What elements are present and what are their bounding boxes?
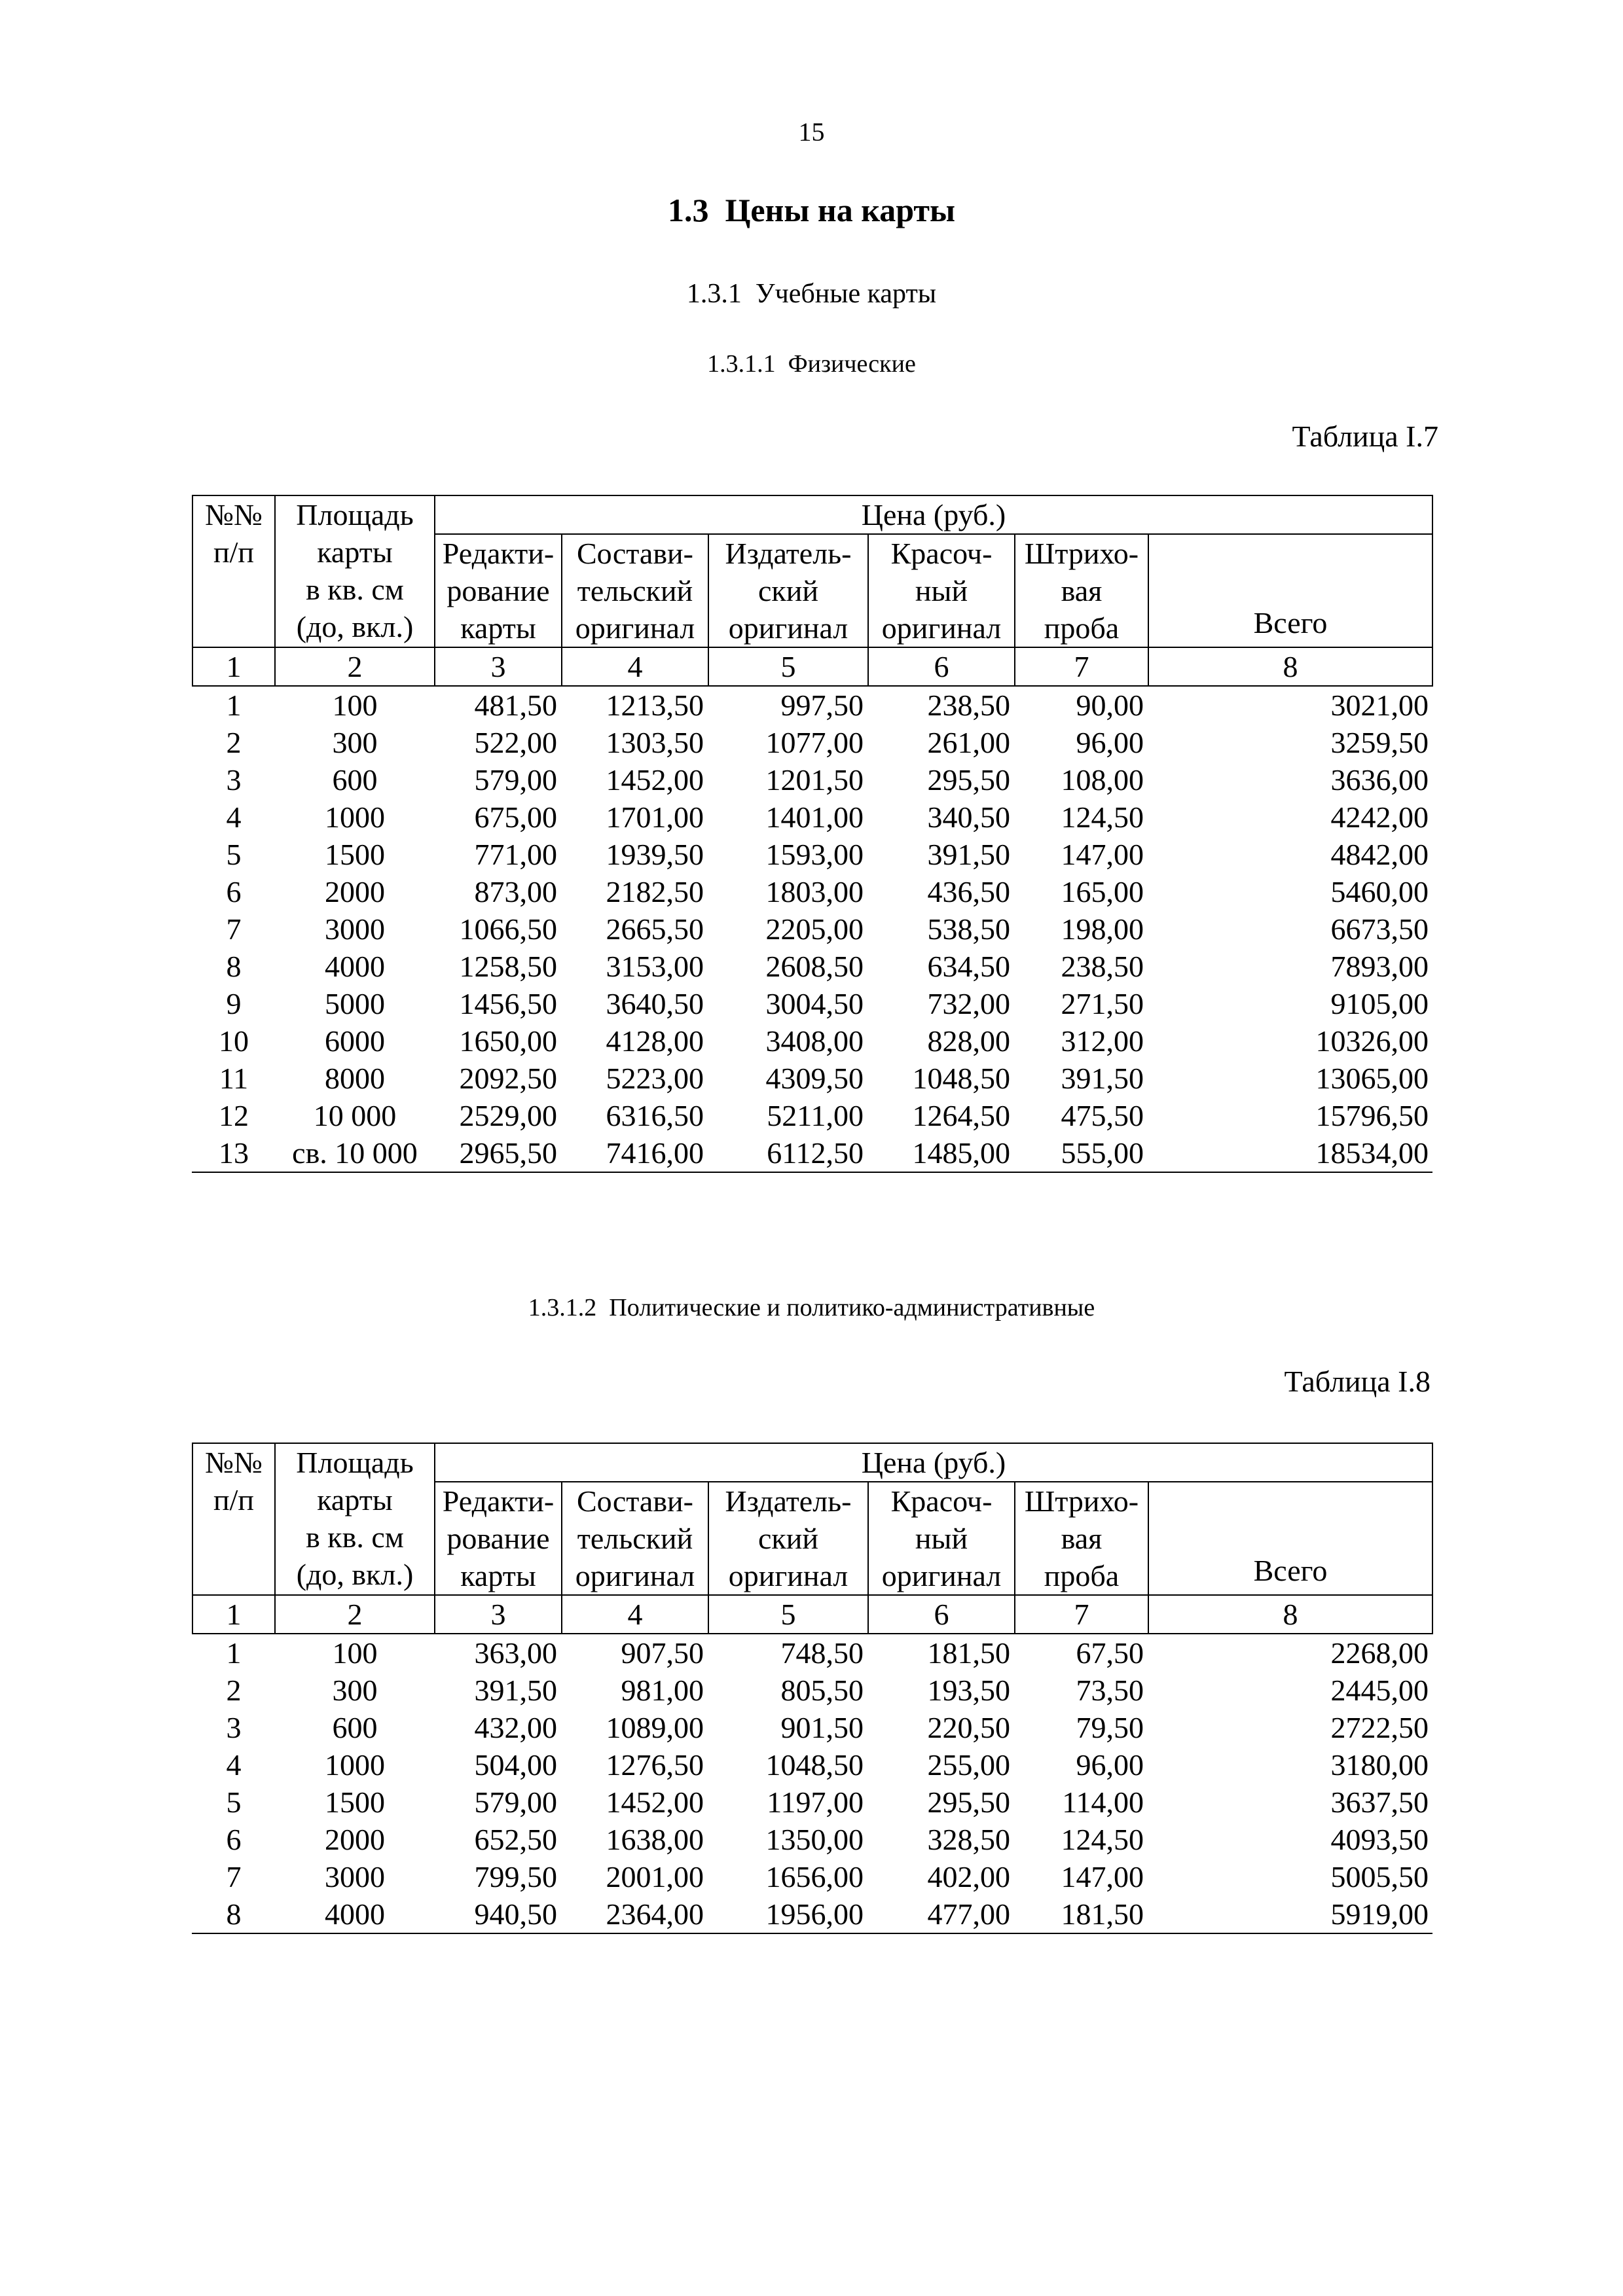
header-line: оригинал	[575, 611, 695, 645]
column-index: 2	[275, 647, 435, 686]
table-cell: 1048,50	[765, 1748, 864, 1782]
header-line: оригинал	[881, 1559, 1002, 1592]
table-cell: 96,00	[1076, 1748, 1144, 1782]
column-index: 5	[708, 1595, 868, 1634]
table-cell: 3259,50	[1330, 726, 1429, 759]
header-line: Красоч-	[890, 537, 993, 570]
table-cell: 748,50	[780, 1636, 864, 1670]
table-row	[192, 1060, 1432, 1097]
col-header-publisher	[708, 1482, 868, 1595]
table-cell: 771,00	[474, 838, 557, 871]
table-cell: 1089,00	[606, 1711, 704, 1744]
table-cell: 579,00	[474, 1785, 557, 1819]
table-cell: 2268,00	[1330, 1636, 1429, 1670]
header-line: карты	[317, 535, 393, 569]
page-number: 15	[798, 117, 825, 147]
header-line: вая	[1061, 1522, 1103, 1555]
table-body	[192, 1634, 1432, 1933]
table-cell: 1197,00	[767, 1785, 864, 1819]
table-row	[192, 761, 1432, 798]
table-cell: 8	[192, 1895, 275, 1933]
column-index: 7	[1015, 1595, 1148, 1634]
table-cell: 391,50	[927, 838, 1010, 871]
header-line: вая	[1061, 574, 1103, 607]
table-cell: 7	[226, 912, 242, 946]
table-cell: 1401,00	[765, 800, 864, 834]
table-row	[192, 724, 1432, 761]
table-cell: 5460,00	[1330, 875, 1429, 908]
table-cell: 5	[226, 1785, 242, 1819]
table-cell: 295,50	[927, 1785, 1010, 1819]
header-line: Площадь	[296, 1446, 414, 1479]
header-line: ный	[915, 1522, 968, 1555]
header-line: рование	[447, 1522, 550, 1555]
table-row	[192, 1821, 1432, 1858]
table-cell: 96,00	[1076, 726, 1144, 759]
table-cell: 220,50	[927, 1711, 1010, 1744]
col-header-area	[275, 1443, 435, 1595]
col-header-publisher	[708, 534, 868, 647]
table-cell: 147,00	[1061, 838, 1144, 871]
col-header-editing	[435, 1482, 562, 1595]
table-cell: 2665,50	[606, 912, 704, 946]
header-line: Площадь	[296, 498, 414, 531]
table-cell: 312,00	[1061, 1024, 1144, 1058]
column-index: 7	[1015, 647, 1148, 686]
table-row	[192, 1895, 1432, 1933]
table-cell: 4	[226, 800, 242, 834]
table-cell: 1350,00	[765, 1823, 864, 1856]
col-header-compiler	[562, 1482, 708, 1595]
table-cell: 9	[226, 987, 242, 1020]
table-cell: 10	[219, 1024, 249, 1058]
table-row	[192, 798, 1432, 836]
table-cell: 271,50	[1061, 987, 1144, 1020]
table-cell: 238,50	[1061, 950, 1144, 983]
table-cell: 6	[226, 1823, 242, 1856]
table-cell: 600	[332, 763, 378, 797]
table-cell: 124,50	[1061, 800, 1144, 834]
table-cell: 901,50	[780, 1711, 864, 1744]
table-cell: 67,50	[1076, 1636, 1144, 1670]
table-cell: 1201,50	[765, 763, 864, 797]
table-cell: 1939,50	[606, 838, 704, 871]
table-cell: 3004,50	[765, 987, 864, 1020]
table-1-label: Таблица I.7	[1292, 420, 1438, 453]
table-cell: 997,50	[780, 689, 864, 722]
table-cell: 1258,50	[459, 950, 557, 983]
column-index: 3	[435, 1595, 562, 1634]
table-cell: 6673,50	[1330, 912, 1429, 946]
table-cell: 2965,50	[435, 1134, 562, 1172]
table-cell: 1	[226, 1636, 242, 1670]
table-row	[192, 1746, 1432, 1784]
table-cell: 3636,00	[1330, 763, 1429, 797]
header-line: Издатель-	[725, 1484, 852, 1518]
table-row	[192, 836, 1432, 873]
col-header-total: Всего	[1148, 534, 1432, 647]
column-index-row	[192, 1595, 1432, 1634]
table-cell: 3637,50	[1330, 1785, 1429, 1819]
col-header-price-group: Цена (руб.)	[435, 495, 1432, 534]
table-cell: 732,00	[927, 987, 1010, 1020]
table-cell: 391,50	[1061, 1062, 1144, 1095]
table-cell: 634,50	[927, 950, 1010, 983]
table-cell: 2001,00	[606, 1860, 704, 1893]
header-line: карты	[460, 611, 536, 645]
table-cell: 652,50	[474, 1823, 557, 1856]
header-line: (до, вкл.)	[296, 1558, 414, 1591]
price-table-political	[192, 1443, 1433, 1934]
table-cell: 238,50	[927, 689, 1010, 722]
header-line: Редакти-	[442, 1484, 555, 1518]
header-line: №№	[205, 498, 263, 531]
table-cell: 2722,50	[1330, 1711, 1429, 1744]
table-cell: 1500	[325, 838, 385, 871]
header-line: Состави-	[577, 537, 693, 570]
table-cell: 1000	[325, 1748, 385, 1782]
table-row	[192, 1634, 1432, 1672]
table-cell: 1656,00	[765, 1860, 864, 1893]
header-line: оригинал	[575, 1559, 695, 1592]
table-cell: 3	[226, 763, 242, 797]
table-cell: 555,00	[1015, 1134, 1148, 1172]
table-cell: 805,50	[780, 1674, 864, 1707]
table-cell: 328,50	[927, 1823, 1010, 1856]
table-cell: 2205,00	[765, 912, 864, 946]
table-cell: 4309,50	[765, 1062, 864, 1095]
table-cell: 799,50	[474, 1860, 557, 1893]
column-index: 1	[192, 647, 275, 686]
table-cell: 873,00	[474, 875, 557, 908]
section-title: 1.3 Цены на карты	[667, 192, 956, 228]
table-cell: 391,50	[474, 1674, 557, 1707]
table-cell: 3180,00	[1330, 1748, 1429, 1782]
table-cell: 181,50	[927, 1636, 1010, 1670]
table-cell: 1593,00	[765, 838, 864, 871]
table-row	[192, 1022, 1432, 1060]
col-header-area	[275, 495, 435, 647]
table-row	[192, 910, 1432, 948]
table-cell: 1213,50	[606, 689, 704, 722]
table-cell: 1303,50	[606, 726, 704, 759]
header-line: ский	[758, 574, 818, 607]
table-cell: 1650,00	[459, 1024, 557, 1058]
table-cell: 907,50	[621, 1636, 704, 1670]
table-cell: 1066,50	[459, 912, 557, 946]
table-cell: 3408,00	[765, 1024, 864, 1058]
table-cell: 12	[219, 1099, 249, 1132]
header-line: рование	[447, 574, 550, 607]
table-cell: 477,00	[868, 1895, 1015, 1933]
header-line: Состави-	[577, 1484, 693, 1518]
header-line: Штрихо-	[1024, 1484, 1139, 1518]
table-cell: 18534,00	[1148, 1134, 1432, 1172]
table-cell: 7	[226, 1860, 242, 1893]
table-cell: 10 000	[313, 1099, 397, 1132]
table-cell: 2	[226, 726, 242, 759]
table-cell: 11	[219, 1062, 249, 1095]
table-cell: 1048,50	[912, 1062, 1010, 1095]
header-line: оригинал	[728, 611, 848, 645]
table-cell: 579,00	[474, 763, 557, 797]
table-cell: 522,00	[474, 726, 557, 759]
table-cell: 6316,50	[606, 1099, 704, 1132]
table-cell: 6112,50	[708, 1134, 868, 1172]
table-row	[192, 1097, 1432, 1134]
table-row	[192, 1784, 1432, 1821]
table-cell: 5223,00	[606, 1062, 704, 1095]
table-cell: 1456,50	[459, 987, 557, 1020]
table-cell: 4093,50	[1330, 1823, 1429, 1856]
col-header-nr	[192, 1443, 275, 1595]
table-cell: 8000	[325, 1062, 385, 1095]
table-cell: 181,50	[1015, 1895, 1148, 1933]
table-cell: 124,50	[1061, 1823, 1144, 1856]
header-line: тельский	[577, 574, 693, 607]
table-cell: 1452,00	[606, 1785, 704, 1819]
table-cell: 114,00	[1062, 1785, 1144, 1819]
column-index: 2	[275, 1595, 435, 1634]
table-cell: 90,00	[1076, 689, 1144, 722]
table-cell: 9105,00	[1330, 987, 1429, 1020]
table-cell: 3	[226, 1711, 242, 1744]
table-cell: 15796,50	[1315, 1099, 1429, 1132]
table-cell: 13	[192, 1134, 275, 1172]
table-cell: 300	[332, 726, 378, 759]
table-cell: 402,00	[927, 1860, 1010, 1893]
column-index: 4	[562, 1595, 708, 1634]
table-2-heading: 1.3.1.2 Политические и политико-административные	[528, 1294, 1095, 1321]
table-cell: 5005,50	[1330, 1860, 1429, 1893]
col-header-proof	[1015, 1482, 1148, 1595]
table-cell: 4242,00	[1330, 800, 1429, 834]
table-cell: 828,00	[927, 1024, 1010, 1058]
header-line: п/п	[213, 535, 254, 569]
table-cell: 100	[332, 689, 378, 722]
table-cell: 165,00	[1061, 875, 1144, 908]
table-cell: 2608,50	[765, 950, 864, 983]
table-cell: 363,00	[474, 1636, 557, 1670]
header-line: №№	[205, 1446, 263, 1479]
header-line: проба	[1044, 611, 1120, 645]
column-index: 8	[1148, 647, 1432, 686]
column-index: 1	[192, 1595, 275, 1634]
col-header-compiler	[562, 534, 708, 647]
table-cell: 4842,00	[1330, 838, 1429, 871]
table-cell: 4128,00	[606, 1024, 704, 1058]
table-body	[192, 686, 1432, 1172]
col-header-total: Всего	[1148, 1482, 1432, 1595]
table-cell: 4	[226, 1748, 242, 1782]
table-cell: 1956,00	[708, 1895, 868, 1933]
table-cell: 3000	[325, 912, 385, 946]
table-cell: 504,00	[474, 1748, 557, 1782]
table-cell: 261,00	[927, 726, 1010, 759]
column-index: 4	[562, 647, 708, 686]
header-line: в кв. см	[306, 1520, 404, 1554]
header-line: оригинал	[881, 611, 1002, 645]
header-line: Редакти-	[442, 537, 555, 570]
table-cell: 600	[332, 1711, 378, 1744]
table-row	[192, 1858, 1432, 1895]
table-cell: 108,00	[1061, 763, 1144, 797]
header-line: п/п	[213, 1483, 254, 1516]
table-cell: 295,50	[927, 763, 1010, 797]
table-cell: 193,50	[927, 1674, 1010, 1707]
column-index: 8	[1148, 1595, 1432, 1634]
table-cell: 1485,00	[868, 1134, 1015, 1172]
header-line: оригинал	[728, 1559, 848, 1592]
table-cell: 10326,00	[1315, 1024, 1429, 1058]
header-line: Штрихо-	[1024, 537, 1139, 570]
table-row	[192, 948, 1432, 985]
table-1-heading: 1.3.1.1 Физические	[707, 350, 916, 378]
table-cell: 3000	[325, 1860, 385, 1893]
table-cell: 8	[226, 950, 242, 983]
price-table-physical	[192, 495, 1433, 1173]
table-cell: 6	[226, 875, 242, 908]
column-index: 3	[435, 647, 562, 686]
table-cell: 2445,00	[1330, 1674, 1429, 1707]
table-cell: 3021,00	[1330, 689, 1429, 722]
table-row	[192, 1709, 1432, 1746]
table-cell: 2	[226, 1674, 242, 1707]
table-cell: 1452,00	[606, 763, 704, 797]
header-line: ный	[915, 574, 968, 607]
table-cell: 1701,00	[606, 800, 704, 834]
table-cell: 2092,50	[459, 1062, 557, 1095]
column-index: 6	[868, 1595, 1015, 1634]
col-header-color	[868, 534, 1015, 647]
table-cell: 1077,00	[765, 726, 864, 759]
table-cell: 4000	[325, 950, 385, 983]
table-row	[192, 686, 1432, 724]
table-cell: 538,50	[927, 912, 1010, 946]
table-cell: 1276,50	[606, 1748, 704, 1782]
table-cell: 300	[332, 1674, 378, 1707]
table-cell: 2000	[325, 1823, 385, 1856]
col-header-color	[868, 1482, 1015, 1595]
table-cell: 481,50	[474, 689, 557, 722]
table-cell: 675,00	[474, 800, 557, 834]
col-header-editing	[435, 534, 562, 647]
header-line: тельский	[577, 1522, 693, 1555]
col-header-proof	[1015, 534, 1148, 647]
col-header-nr	[192, 495, 275, 647]
col-header-price-group: Цена (руб.)	[435, 1443, 1432, 1482]
table-cell: св. 10 000	[275, 1134, 435, 1172]
table-cell: 255,00	[927, 1748, 1010, 1782]
header-line: проба	[1044, 1559, 1120, 1592]
header-line: карты	[317, 1483, 393, 1516]
table-cell: 6000	[325, 1024, 385, 1058]
table-cell: 3153,00	[606, 950, 704, 983]
table-cell: 1500	[325, 1785, 385, 1819]
table-cell: 2182,50	[606, 875, 704, 908]
column-index: 5	[708, 647, 868, 686]
table-cell: 340,50	[927, 800, 1010, 834]
table-cell: 73,50	[1076, 1674, 1144, 1707]
subsection-title: 1.3.1 Учебные карты	[686, 279, 937, 309]
table-cell: 981,00	[621, 1674, 704, 1707]
table-cell: 1000	[325, 800, 385, 834]
table-cell: 1803,00	[765, 875, 864, 908]
table-cell: 1	[226, 689, 242, 722]
table-cell: 5000	[325, 987, 385, 1020]
table-cell: 1638,00	[606, 1823, 704, 1856]
column-index: 6	[868, 647, 1015, 686]
table-row	[192, 873, 1432, 910]
table-2-label: Таблица I.8	[1284, 1365, 1431, 1398]
table-cell: 5	[226, 838, 242, 871]
header-line: ский	[758, 1522, 818, 1555]
column-index-row	[192, 647, 1432, 686]
table-cell: 7416,00	[562, 1134, 708, 1172]
table-cell: 4000	[275, 1895, 435, 1933]
table-cell: 5211,00	[767, 1099, 864, 1132]
table-cell: 3640,50	[606, 987, 704, 1020]
table-cell: 436,50	[927, 875, 1010, 908]
header-line: (до, вкл.)	[296, 610, 414, 643]
header-line: карты	[460, 1559, 536, 1592]
table-cell: 147,00	[1061, 1860, 1144, 1893]
table-cell: 13065,00	[1315, 1062, 1429, 1095]
header-line: в кв. см	[306, 573, 404, 606]
table-cell: 2529,00	[459, 1099, 557, 1132]
table-row	[192, 985, 1432, 1022]
table-cell: 475,50	[1061, 1099, 1144, 1132]
table-row	[192, 1134, 1432, 1172]
table-cell: 432,00	[474, 1711, 557, 1744]
table-cell: 100	[332, 1636, 378, 1670]
table-cell: 5919,00	[1148, 1895, 1432, 1933]
table-cell: 2000	[325, 875, 385, 908]
table-cell: 198,00	[1061, 912, 1144, 946]
table-cell: 2364,00	[562, 1895, 708, 1933]
header-line: Издатель-	[725, 537, 852, 570]
table-cell: 7893,00	[1330, 950, 1429, 983]
table-row	[192, 1672, 1432, 1709]
table-cell: 1264,50	[912, 1099, 1010, 1132]
header-line: Красоч-	[890, 1484, 993, 1518]
table-cell: 79,50	[1076, 1711, 1144, 1744]
table-cell: 940,50	[435, 1895, 562, 1933]
